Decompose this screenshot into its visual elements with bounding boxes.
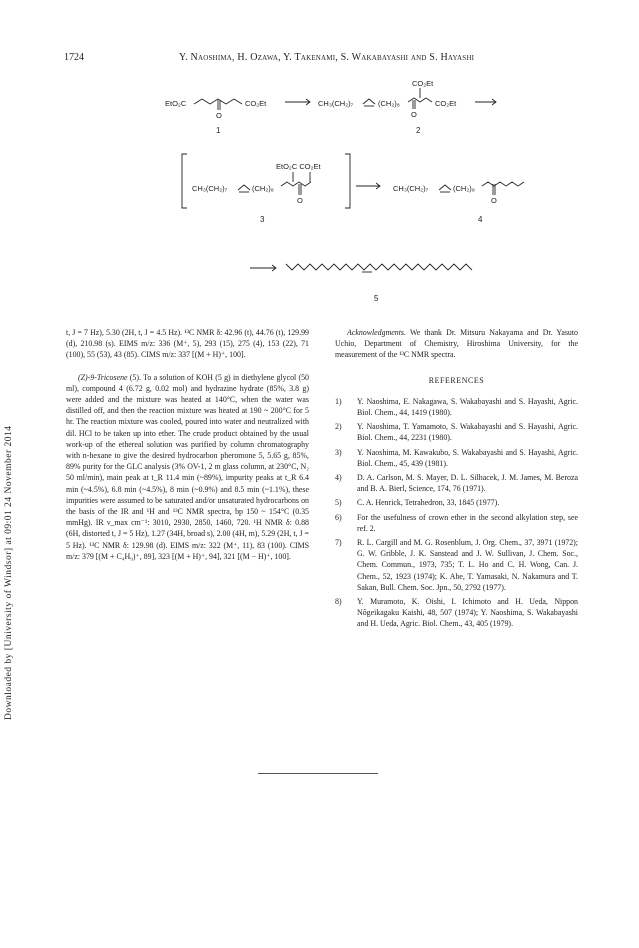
- cpd1-right-group: CO₂Et: [245, 99, 267, 108]
- references-list: [335, 396, 578, 630]
- left-column: [66, 327, 309, 562]
- cpd3-mid-group: (CH₂)₈: [252, 184, 274, 193]
- cpd2-left-group: CH₃(CH₂)₇: [318, 99, 354, 108]
- page-number: 1724: [64, 52, 84, 63]
- cpd3-label: 3: [260, 215, 265, 224]
- cpd2-oxygen: O: [411, 110, 417, 119]
- tricosene-heading: (Z)-9-Tricosene: [78, 372, 128, 382]
- reference-item: 2) Y. Naoshima, T. Yamamoto, S. Wakabayashi and S. Hayashi, Agric. Biol. Chem., 44, 2231 (1980).: [335, 422, 578, 443]
- cpd2-ester-top: CO₂Et: [412, 79, 434, 88]
- cpd1-oxygen: O: [216, 111, 222, 120]
- cpd4-label: 4: [478, 215, 483, 224]
- spectral-data-paragraph: t, J = 7 Hz), 5.30 (2H, t, J = 4.5 Hz). ¹³C NMR δ: 42.96 (t), 44.76 (t), 129.99 (d), 210.98 (s). EIMS m/z: 336 (M⁺, 5), 293 (15), 275 (4), 153 (22), 71 (100), 55 (53), 43 (85). CIMS m/z: 337 [(M + H)⁺, 100].: [66, 328, 309, 360]
- cpd4-mid-group: (CH₂)₈: [453, 184, 475, 193]
- running-header: [64, 52, 584, 66]
- acknowledgments-paragraph: [335, 327, 578, 361]
- compound-2-alkene: [363, 99, 375, 104]
- cpd1-label: 1: [216, 126, 221, 135]
- acknowledgments-heading: Acknowledgments.: [347, 328, 406, 337]
- reference-item: 3) Y. Naoshima, M. Kawakubo, S. Wakabayashi and S. Hayashi, Agric. Biol. Chem., 45, 439 (1981).: [335, 447, 578, 468]
- cpd2-mid-group: (CH₂)₈: [378, 99, 400, 108]
- compound-4-alkene: [439, 185, 451, 190]
- compound-2-skeleton: [408, 98, 432, 102]
- compound-5-skeleton: [286, 264, 472, 270]
- cpd2-right-group: CO₂Et: [435, 99, 457, 108]
- reference-item: 7) R. L. Cargill and M. G. Rosenblum, J. Org. Chem., 37, 3971 (1972); G. W. Gribble, J. K. Sanstead and J. W. Sullivan, J. Chem. Soc., Chem. Commun., 1973, 735; T. L. Ho and C. H. Wong, Can. J. Chem., 52, 1923 (1974); K. Abe, T. Yamasaki, N. Nakamura and T. Sakan, Bull. Chem. Soc. Jpn., 50, 2792 (1977).: [335, 538, 578, 592]
- cpd4-left-group: CH₃(CH₂)₇: [393, 184, 429, 193]
- running-authors: Y. Naoshima, H. Ozawa, Y. Takenami, S. Wakabayashi and S. Hayashi: [179, 52, 475, 63]
- reference-item: 4) D. A. Carlson, M. S. Mayer, D. L. Silhacek, J. M. James, M. Beroza and B. A. Bierl, Science, 174, 76 (1971).: [335, 473, 578, 494]
- tricosene-paragraph: [66, 372, 309, 562]
- cpd3-oxygen: O: [297, 196, 303, 205]
- tricosene-body: (5). To a solution of KOH (5 g) in diethylene glycol (50 ml), compound 4 (6.72 g, 0.02 mol) and hydrazine hydrate (85%, 3.8 g) were added and the mixture was heated at 140°C, when the water was distilled off, and then the reaction mixture was heated at 190 ~ 200°C for 5 hr. The reaction mixture was cooled, poured into water and neutralized with dil. HCl to be taken up into ether. The crude product obtained by the usual work-up of the ethereal solution was purified by column chromatography with n-hexane to give the desired hydrocarbon pheromone 5, 5.65 g, 85%, 89% purity for the GLC analysis (3% OV-1, 2 m glass column, at 230°C, N₂ 50 ml/min), main peak at t_R 11.4 min (~89%), impurity peaks at t_R 6.4 min (~4.5%), 6.8 min (~4.5%), 8 min (~0.9%) and 8.5 min (~1.1%), these impurities were assumed to be saturated and/or unsaturated hydrocarbons on the basis of the IR and ¹H and ¹³C NMR spectra, bp 150 ~ 154°C (0.35 mmHg). IR ν_max cm⁻¹: 3010, 2930, 2850, 1460, 720. ¹H NMR δ: 0.88 (6H, distorted t, J = 5 Hz), 1.27 (34H, broad s), 2.00 (4H, m), 5.29 (2H, t, J = 5 Hz). ¹³C NMR δ: 129.98 (d). EIMS m/z: 322 (M⁺, 11), 83 (100). CIMS m/z: 379 [(M + C₄H₉)⁺, 89], 323 [(M + H)⁺, 94], 321 [(M − H)⁺, 100].: [66, 372, 309, 561]
- acknowledgments-body: We thank Dr. Mitsuru Nakayama and Dr. Yasuto Uchio, Department of Chemistry, Hiroshima University, for the measurement of the ¹³C NMR spectra.: [335, 328, 578, 360]
- cpd3-left-group: CH₃(CH₂)₇: [192, 184, 228, 193]
- cpd1-left-group: EtO₂C: [165, 99, 187, 108]
- cpd5-label: 5: [374, 294, 379, 303]
- compound-3-skeleton: [281, 182, 311, 186]
- download-watermark: [4, 300, 18, 720]
- compound-4-skeleton: [482, 182, 524, 186]
- compound-3-alkene: [238, 185, 250, 190]
- reference-item: 6) For the usefulness of crown ether in the second alkylation step, see ref. 2.: [335, 512, 578, 533]
- right-column: [335, 327, 578, 633]
- cpd4-oxygen: O: [491, 196, 497, 205]
- footer-rule: [258, 773, 378, 774]
- reaction-scheme: [150, 78, 570, 318]
- cpd2-label: 2: [416, 126, 421, 135]
- references-heading: REFERENCES: [428, 375, 485, 385]
- bracket-left: [182, 154, 187, 208]
- cpd3-ester-top: EtO₂C CO₂Et: [276, 162, 321, 171]
- bracket-right: [345, 154, 350, 208]
- reference-item: 5) C. A. Henrick, Tetrahedron, 33, 1845 (1977).: [335, 498, 500, 508]
- reference-item: 8) Y. Muramoto, K. Oishi, I. Ichimoto and H. Ueda, Nippon Nôgeikagaku Kaishi, 48, 507 (1974); Y. Naoshima, S. Wakabayashi and H. Ueda, Agric. Biol. Chem., 43, 405 (1979).: [335, 597, 578, 629]
- reference-item: 1) Y. Naoshima, E. Nakagawa, S. Wakabayashi and S. Hayashi, Agric. Biol. Chem., 44, 1419 (1980).: [335, 396, 578, 418]
- download-watermark-text: Downloaded by [University of Windsor] at 09:01 24 November 2014: [4, 425, 14, 720]
